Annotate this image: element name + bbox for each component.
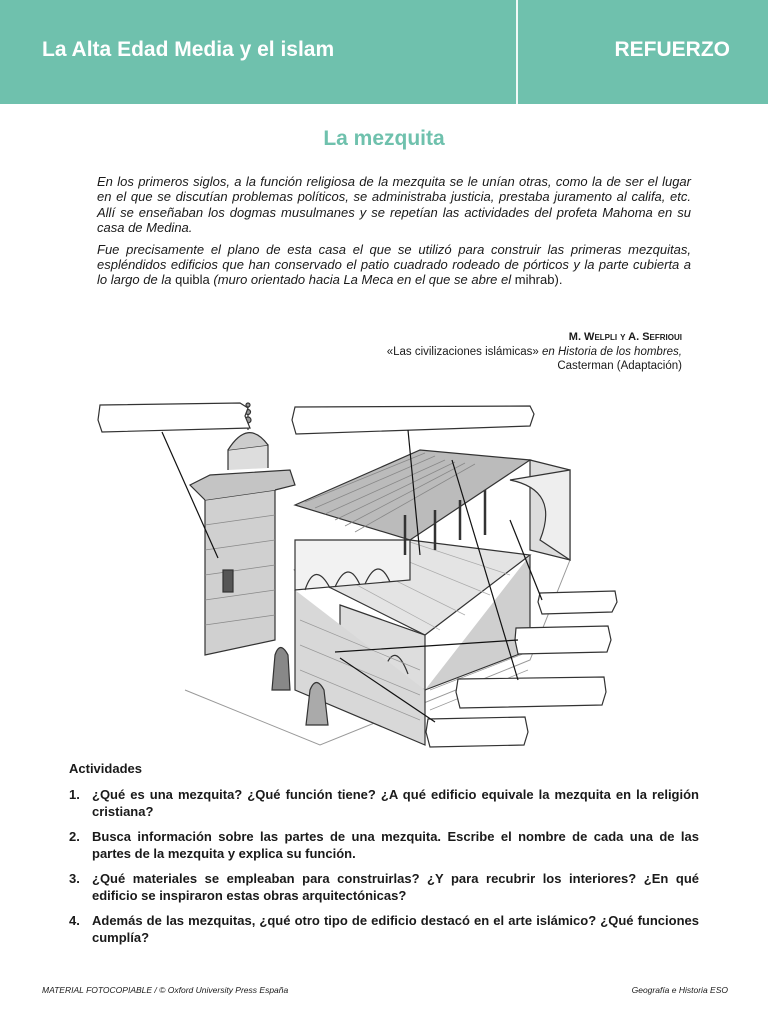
footer-copyright: MATERIAL FOTOCOPIABLE / © Oxford University Press España	[42, 985, 289, 995]
activities-list	[69, 787, 699, 955]
activity-number: 1.	[69, 787, 80, 802]
activity-item	[69, 829, 699, 862]
label-box-4	[515, 626, 611, 654]
label-box-6	[426, 717, 528, 747]
term-quibla: quibla	[175, 272, 210, 288]
activity-text: ¿Qué es una mezquita? ¿Qué función tiene? ¿A qué edificio equivale la mezquita en la religión cristiana?	[92, 787, 699, 819]
label-box-1	[98, 403, 250, 432]
term-mihrab: mihrab	[514, 272, 555, 288]
activity-number: 3.	[69, 871, 80, 886]
citation-work-title: «Las civilizaciones islámicas»	[386, 345, 539, 358]
reading-p2-part: (muro orientado hacia La Meca en el que se abre el	[209, 272, 515, 288]
activity-item	[69, 871, 699, 904]
citation-authors: M. Welpli y A. Sefrioui	[568, 331, 682, 343]
level-label: REFUERZO	[614, 38, 730, 61]
page-header	[0, 0, 768, 104]
reading-paragraph-2	[97, 242, 691, 288]
activity-number: 2.	[69, 829, 80, 844]
activity-item	[69, 787, 699, 820]
footer-subject: Geografía e Historia ESO	[631, 985, 728, 995]
label-box-5	[456, 677, 606, 708]
reading-p2-part: Fue precisamente el plano de esta casa el que se utilizó para construir las primeras mezquitas, espléndidos edificios que han conservado el patio cuadrado rodeado de pórticos y la parte cubierta a lo largo de la	[97, 241, 691, 288]
label-box-3	[538, 591, 617, 614]
mosque-illustration	[90, 390, 630, 755]
activity-text: Además de las mezquitas, ¿qué otro tipo de edificio destacó en el arte islámico? ¿Qué funciones cumplía?	[92, 913, 699, 945]
citation	[387, 330, 682, 374]
activity-text: Busca información sobre las partes de una mezquita. Escribe el nombre de cada una de las partes de la mezquita y explica su función.	[92, 829, 699, 861]
activity-number: 4.	[69, 913, 80, 928]
reading-paragraph-1: En los primeros siglos, a la función religiosa de la mezquita se le unían otras, como la de ser el lugar en el que se discutían problemas políticos, se administraba justicia, prestaba juramento al califa, etc. Allí se enseñaban los dogmas musulmanes y se repetían las actividades del profeta Mahoma en su casa de Medina.	[97, 174, 691, 236]
citation-work-sep: en	[538, 345, 558, 358]
activity-item	[69, 913, 699, 946]
reading-p2-part: ).	[554, 272, 563, 288]
activities-title: Actividades	[69, 761, 142, 776]
unit-title: La Alta Edad Media y el islam	[42, 38, 335, 61]
header-divider	[516, 0, 518, 104]
label-box-2	[292, 406, 534, 434]
citation-publisher: Casterman (Adaptación)	[557, 360, 682, 372]
citation-book-title: Historia de los hombres,	[558, 345, 682, 358]
reading-text	[97, 174, 691, 294]
citation-work	[387, 345, 682, 360]
page-title: La mezquita	[323, 127, 445, 150]
activity-text: ¿Qué materiales se empleaban para construirlas? ¿Y para recubrir los interiores? ¿En qué edificio se inspiraron estas obras arquitectónicas?	[92, 871, 699, 903]
